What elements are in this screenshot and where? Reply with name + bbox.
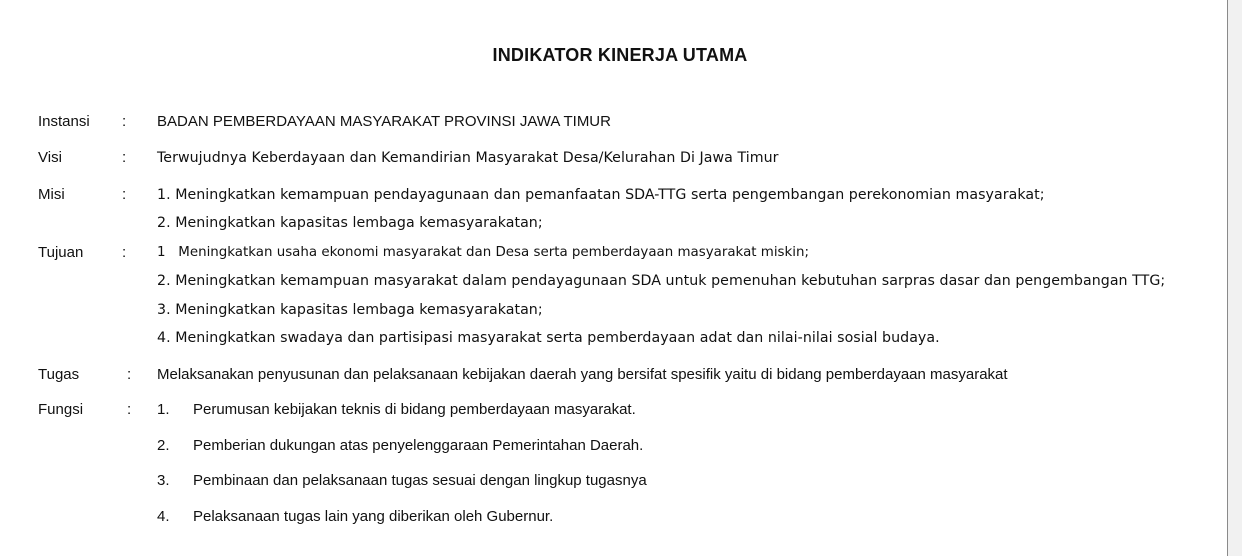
- misi-colon: :: [122, 186, 127, 203]
- page-margin-area: [1228, 0, 1242, 556]
- tugas-label: Tugas: [38, 366, 80, 383]
- tujuan-colon: :: [122, 244, 127, 261]
- visi-colon: :: [122, 149, 127, 166]
- page-title: INDIKATOR KINERJA UTAMA: [492, 45, 748, 65]
- tujuan-item: 1 Meningkatkan usaha ekonomi masyarakat dan Desa serta pemberdayaan masyarakat miskin;: [157, 245, 810, 260]
- instansi-label: Instansi: [38, 113, 90, 130]
- tugas-value: Melaksanakan penyusunan dan pelaksanaan kebijakan daerah yang bersifat spesifik yaitu di bidang pemberdayaan masyarakat: [157, 366, 1008, 383]
- fungsi-item-number: 4.: [157, 508, 170, 525]
- fungsi-item-text: Pembinaan dan pelaksanaan tugas sesuai dengan lingkup tugasnya: [193, 472, 647, 489]
- fungsi-label: Fungsi: [38, 401, 84, 418]
- fungsi-item-text: Pemberian dukungan atas penyelenggaraan Pemerintahan Daerah.: [193, 437, 644, 454]
- fungsi-item-number: 1.: [157, 401, 170, 418]
- tujuan-item: 3. Meningkatkan kapasitas lembaga kemasyarakatan;: [157, 302, 543, 318]
- misi-item: 1. Meningkatkan kemampuan pendayagunaan dan pemanfaatan SDA-TTG serta pengembangan perekonomian masyarakat;: [157, 187, 1045, 203]
- visi-value: Terwujudnya Keberdayaan dan Kemandirian Masyarakat Desa/Kelurahan Di Jawa Timur: [157, 150, 779, 166]
- tujuan-item: 4. Meningkatkan swadaya dan partisipasi masyarakat serta pemberdayaan adat dan nilai-nilai sosial budaya.: [157, 330, 940, 346]
- visi-label: Visi: [38, 149, 62, 166]
- fungsi-item-text: Pelaksanaan tugas lain yang diberikan oleh Gubernur.: [193, 508, 554, 525]
- fungsi-item-number: 2.: [157, 437, 170, 454]
- fungsi-item-number: 3.: [157, 472, 170, 489]
- misi-item: 2. Meningkatkan kapasitas lembaga kemasyarakatan;: [157, 215, 543, 231]
- tujuan-item: 2. Meningkatkan kemampuan masyarakat dalam pendayagunaan SDA untuk pemenuhan kebutuhan sarpras dasar dan pengembangan TTG;: [157, 273, 1166, 289]
- fungsi-item-text: Perumusan kebijakan teknis di bidang pemberdayaan masyarakat.: [193, 401, 636, 418]
- instansi-value: BADAN PEMBERDAYAAN MASYARAKAT PROVINSI JAWA TIMUR: [157, 113, 611, 130]
- instansi-colon: :: [122, 113, 127, 130]
- misi-label: Misi: [38, 186, 65, 203]
- fungsi-colon: :: [127, 401, 132, 418]
- tujuan-label: Tujuan: [38, 244, 84, 261]
- tugas-colon: :: [127, 366, 132, 383]
